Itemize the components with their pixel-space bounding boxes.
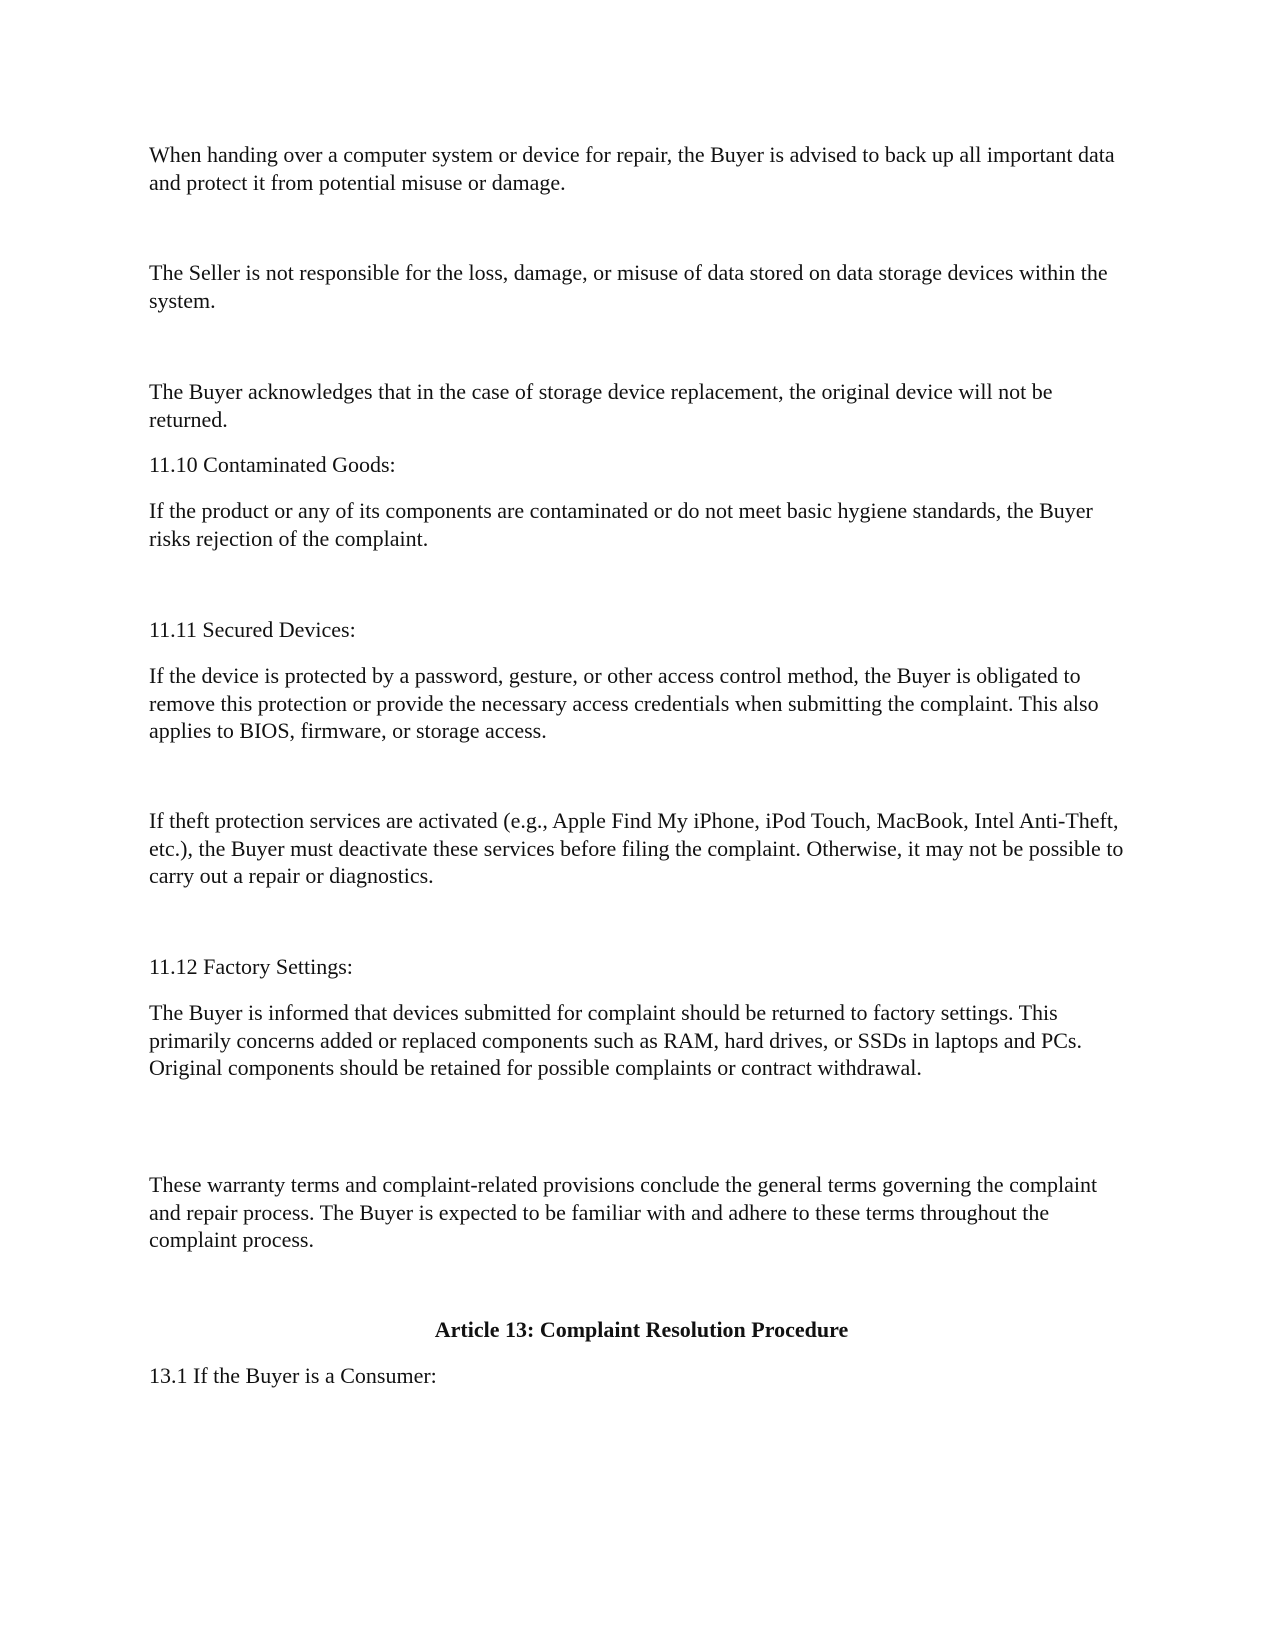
paragraph-warranty-conclusion: These warranty terms and complaint-related provisions conclude the general terms governing the complaint and repair process. The Buyer is expected to be familiar with and adhere to these terms throughout the complaint process. bbox=[149, 1172, 1098, 1252]
paragraph-contaminated-goods: If the product or any of its components are contaminated or do not meet basic hygiene standards, the Buyer risks rejection of the complaint. bbox=[149, 498, 1093, 551]
section-heading-13-1: 13.1 If the Buyer is a Consumer: bbox=[149, 1363, 437, 1388]
paragraph-theft-protection: If theft protection services are activated (e.g., Apple Find My iPhone, iPod Touch, MacBook, Intel Anti-Theft, etc.), the Buyer must deactivate these services before filing the complaint. Otherwise, it may not be possible to carry out a repair or diagnostics. bbox=[149, 808, 1124, 888]
paragraph-secured-devices: If the device is protected by a password, gesture, or other access control method, the Buyer is obligated to remove this protection or provide the necessary access credentials when submitting the complaint. This also applies to BIOS, firmware, or storage access. bbox=[149, 663, 1099, 743]
section-heading-11-12: 11.12 Factory Settings: bbox=[149, 954, 353, 979]
paragraph-storage-replacement: The Buyer acknowledges that in the case of storage device replacement, the original device will not be returned. bbox=[149, 379, 1053, 432]
section-heading-11-11: 11.11 Secured Devices: bbox=[149, 617, 356, 642]
article-13-title: Article 13: Complaint Resolution Procedure bbox=[434, 1317, 849, 1342]
paragraph-data-backup: When handing over a computer system or device for repair, the Buyer is advised to back up all important data and protect it from potential misuse or damage. bbox=[149, 142, 1115, 195]
paragraph-factory-settings: The Buyer is informed that devices submitted for complaint should be returned to factory settings. This primarily concerns added or replaced components such as RAM, hard drives, or SSDs in laptops and PCs. Original components should be retained for possible complaints or contract withdrawal. bbox=[149, 1000, 1082, 1080]
section-heading-11-10: 11.10 Contaminated Goods: bbox=[149, 452, 396, 477]
paragraph-seller-liability: The Seller is not responsible for the loss, damage, or misuse of data stored on data storage devices within the system. bbox=[149, 260, 1108, 313]
